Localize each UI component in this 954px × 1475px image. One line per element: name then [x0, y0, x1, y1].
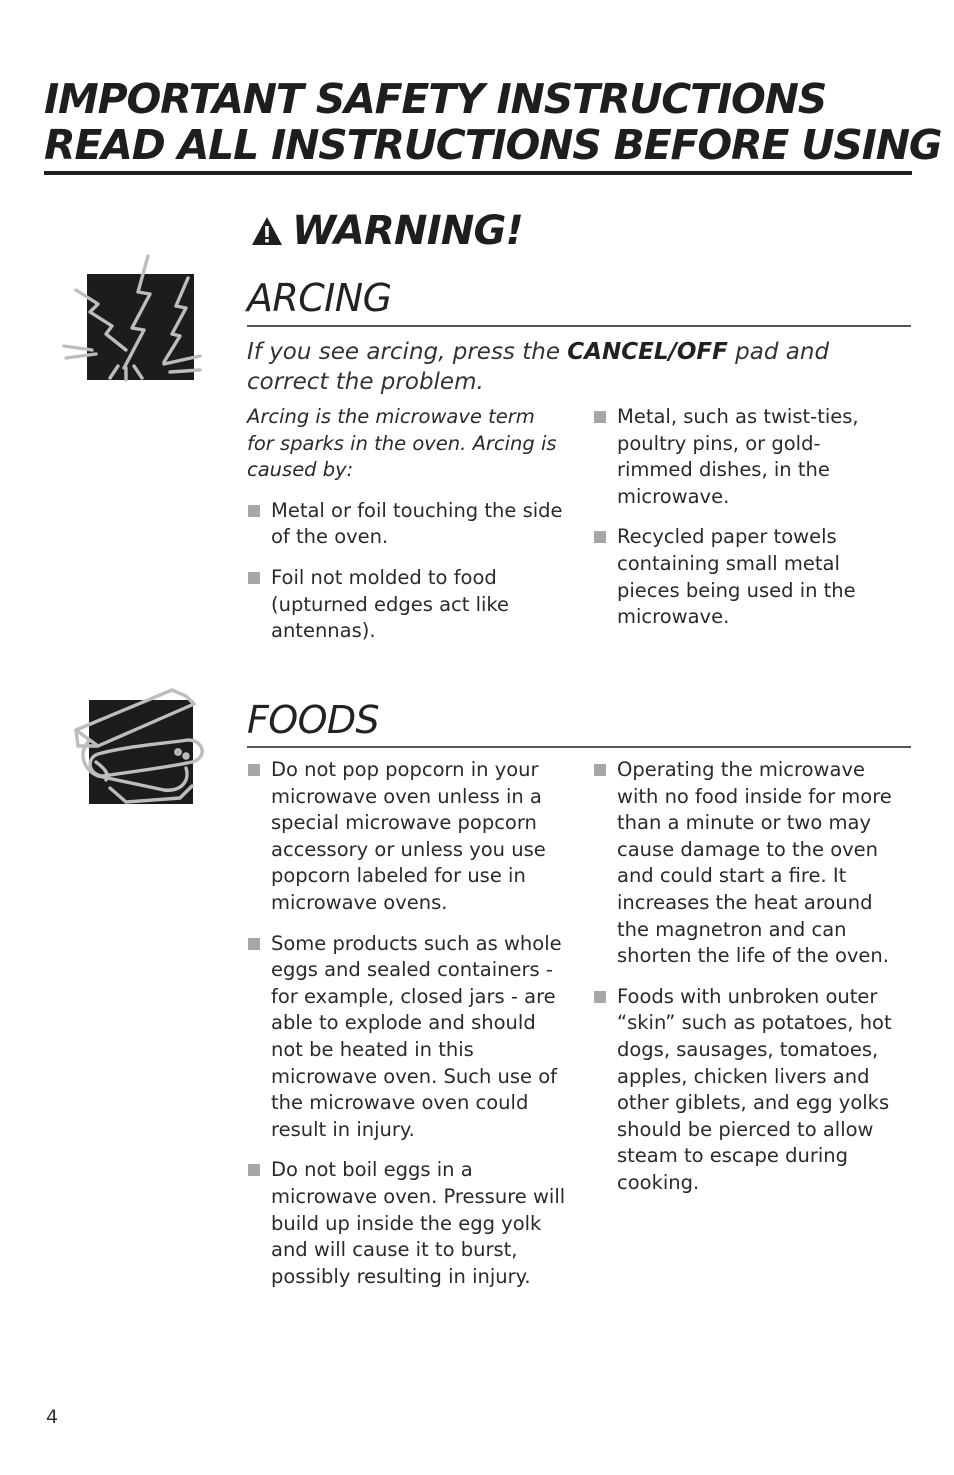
list-item: Do not pop popcorn in your microwave oven unless in a special microwave popcorn accessory or unless you use popcorn labeled for use in microwave ovens.	[247, 757, 567, 917]
list-item: Metal, such as twist-ties, poultry pins, or gold-rimmed dishes, in the microwave.	[593, 404, 893, 510]
page-title	[44, 75, 942, 169]
foods-left-list	[247, 757, 567, 1290]
arcing-left-list	[247, 498, 567, 645]
list-item: Metal or foil touching the side of the oven.	[247, 498, 567, 551]
list-item: Recycled paper towels containing small metal pieces being used in the microwave.	[593, 524, 893, 630]
list-item: Foods with unbroken outer “skin” such as potatoes, hot dogs, sausages, tomatoes, apples, chicken livers and other giblets, and egg yolks should be pierced to allow steam to escape during cooking.	[593, 984, 907, 1197]
arcing-lead	[247, 337, 897, 397]
warning-banner	[250, 205, 523, 257]
arcing-left-column	[247, 404, 567, 659]
arcing-lead-text: If you see arcing, press the	[247, 339, 568, 365]
arcing-lead-text-end: pad and correct the problem.	[247, 339, 830, 395]
foods-left-column	[247, 757, 567, 1304]
list-item: Operating the microwave with no food inside for more than a minute or two may cause damage to the oven and could start a fire. It increases the heat around the magnetron and can shorten the life of the oven.	[593, 757, 907, 970]
foods-right-list	[593, 757, 907, 1197]
cancel-off-label: CANCEL/OFF	[567, 339, 728, 365]
foods-heading: FOODS	[247, 698, 380, 742]
page-title-line-1: IMPORTANT SAFETY INSTRUCTIONS	[44, 75, 827, 123]
warning-triangle-icon	[250, 214, 284, 248]
arcing-heading: ARCING	[247, 276, 392, 320]
arcing-intro: Arcing is the microwave term for sparks in the oven. Arcing is caused by:	[247, 405, 557, 482]
foods-divider	[247, 746, 911, 748]
list-item: Do not boil eggs in a microwave oven. Pressure will build up inside the egg yolk and will cause it to burst, possibly resulting in injury.	[247, 1157, 567, 1290]
header-divider	[44, 171, 912, 175]
list-item: Some products such as whole eggs and sealed containers - for example, closed jars - are able to explode and should not be heated in this microwave oven. Such use of the microwave oven could result in injury.	[247, 931, 567, 1144]
page-title-line-2: READ ALL INSTRUCTIONS BEFORE USING	[44, 121, 942, 169]
food-hotdog-icon	[68, 684, 210, 808]
warning-label: WARNING!	[292, 208, 523, 254]
lightning-spark-icon	[60, 250, 205, 385]
list-item: Foil not molded to food (upturned edges act like antennas).	[247, 565, 567, 645]
arcing-divider	[247, 325, 911, 327]
page-number: 4	[46, 1406, 59, 1428]
foods-right-column	[593, 757, 907, 1211]
arcing-right-column	[593, 404, 893, 645]
arcing-right-list	[593, 404, 893, 631]
